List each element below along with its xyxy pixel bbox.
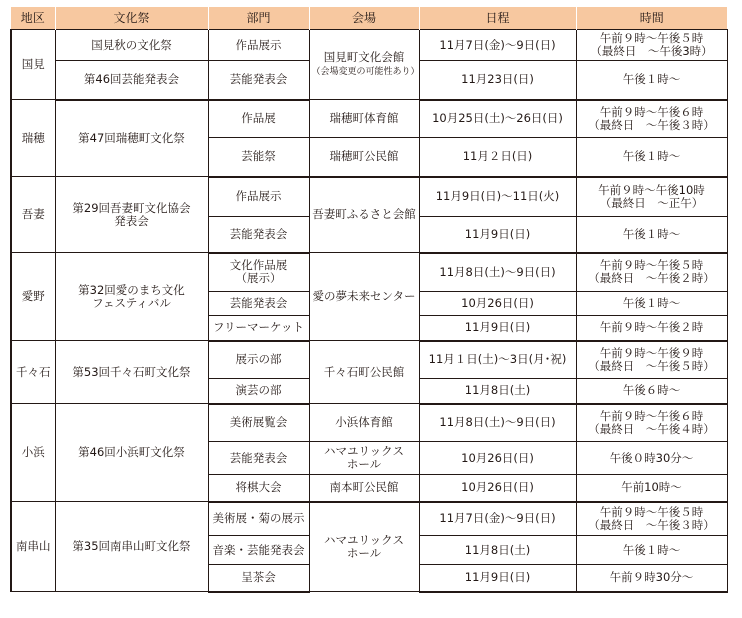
date-cell: 11月9日(日)～11日(火) <box>419 177 576 217</box>
date-cell: 11月9日(日) <box>419 316 576 341</box>
department-cell: 呈茶会 <box>208 565 309 592</box>
festival-cell: 第46回芸能発表会 <box>55 61 208 100</box>
department-cell: フリーマーケット <box>208 316 309 341</box>
festival-cell: 国見秋の文化祭 <box>55 30 208 61</box>
time-cell: 午前９時～午後６時 （最終日 ～午後３時） <box>576 100 727 138</box>
time-cell: 午後１時～ <box>576 138 727 177</box>
venue-name: 国見町文化会館 <box>323 49 405 64</box>
date-cell: 10月25日(土)～26日(日) <box>419 100 576 138</box>
festival-cell: 第35回南串山町文化祭 <box>55 502 208 592</box>
date-cell: 11月7日(金)～9日(日) <box>419 502 576 536</box>
venue-note: （会場変更の可能性あり） <box>311 66 420 77</box>
festival-schedule-table <box>10 7 728 593</box>
department-cell: 演芸の部 <box>208 379 309 404</box>
venue-cell: 吾妻町ふるさと会館 <box>309 177 419 253</box>
header-department: 部門 <box>208 7 309 30</box>
festival-cell: 第32回愛のまち文化 フェスティバル <box>55 253 208 341</box>
table-row <box>11 177 727 217</box>
venue-cell <box>309 30 419 100</box>
department-cell: 展示の部 <box>208 341 309 379</box>
district-cell: 国見 <box>11 30 55 100</box>
department-cell: 作品展示 <box>208 177 309 217</box>
header-row <box>11 7 727 30</box>
department-cell: 作品展 <box>208 100 309 138</box>
time-cell: 午前９時～午後６時 （最終日 ～午後４時） <box>576 404 727 442</box>
header-venue: 会場 <box>309 7 419 30</box>
date-cell: 11月7日(金)～9日(日) <box>419 30 576 61</box>
table-row <box>11 253 727 292</box>
district-cell: 小浜 <box>11 404 55 502</box>
venue-cell: ハマユリックス ホール <box>309 502 419 592</box>
district-cell: 愛野 <box>11 253 55 341</box>
table-row <box>11 341 727 379</box>
venue-cell: 瑞穂町体育館 <box>309 100 419 138</box>
time-cell: 午前９時～午後10時 （最終日 ～正午） <box>576 177 727 217</box>
district-cell: 吾妻 <box>11 177 55 253</box>
time-cell: 午前９時～午後９時 （最終日 ～午後５時） <box>576 341 727 379</box>
department-cell: 美術展覧会 <box>208 404 309 442</box>
header-time: 時間 <box>576 7 727 30</box>
time-cell: 午後１時～ <box>576 292 727 316</box>
date-cell: 11月8日(土)～9日(日) <box>419 404 576 442</box>
venue-cell: ハマユリックス ホール <box>309 442 419 475</box>
festival-cell: 第46回小浜町文化祭 <box>55 404 208 502</box>
time-cell: 午後１時～ <box>576 61 727 100</box>
district-cell: 南串山 <box>11 502 55 592</box>
venue-cell: 小浜体育館 <box>309 404 419 442</box>
date-cell: 11月8日(土)～9日(日) <box>419 253 576 292</box>
festival-cell: 第29回吾妻町文化協会 発表会 <box>55 177 208 253</box>
department-cell: 美術展・菊の展示 <box>208 502 309 536</box>
department-cell: 芸能祭 <box>208 138 309 177</box>
venue-cell: 瑞穂町公民館 <box>309 138 419 177</box>
date-cell: 11月１日(土)～3日(月･祝) <box>419 341 576 379</box>
header-date: 日程 <box>419 7 576 30</box>
date-cell: 11月8日(土) <box>419 536 576 565</box>
department-cell: 芸能発表会 <box>208 292 309 316</box>
header-festival: 文化祭 <box>55 7 208 30</box>
time-cell: 午前９時～午後５時 （最終日 ～午後3時） <box>576 30 727 61</box>
department-cell: 作品展示 <box>208 30 309 61</box>
date-cell: 10月26日(日) <box>419 442 576 475</box>
venue-cell: 千々石町公民館 <box>309 341 419 404</box>
district-cell: 千々石 <box>11 341 55 404</box>
department-cell: 文化作品展 （展示） <box>208 253 309 292</box>
time-cell: 午前９時30分～ <box>576 565 727 592</box>
date-cell: 11月9日(日) <box>419 217 576 253</box>
time-cell: 午後６時～ <box>576 379 727 404</box>
table-row <box>11 502 727 536</box>
table-row <box>11 404 727 442</box>
date-cell: 11月２日(日) <box>419 138 576 177</box>
department-cell: 芸能発表会 <box>208 61 309 100</box>
department-cell: 音楽・芸能発表会 <box>208 536 309 565</box>
time-cell: 午後１時～ <box>576 536 727 565</box>
district-cell: 瑞穂 <box>11 100 55 177</box>
time-cell: 午後０時30分～ <box>576 442 727 475</box>
time-cell: 午前９時～午後５時 （最終日 ～午後３時） <box>576 502 727 536</box>
date-cell: 10月26日(日) <box>419 475 576 502</box>
table-row <box>11 100 727 138</box>
date-cell: 11月9日(日) <box>419 565 576 592</box>
table-row <box>11 30 727 61</box>
date-cell: 11月8日(土) <box>419 379 576 404</box>
festival-cell: 第53回千々石町文化祭 <box>55 341 208 404</box>
time-cell: 午前９時～午後５時 （最終日 ～午後２時） <box>576 253 727 292</box>
venue-cell: 愛の夢未来センター <box>309 253 419 341</box>
festival-cell: 第47回瑞穂町文化祭 <box>55 100 208 177</box>
time-cell: 午前10時～ <box>576 475 727 502</box>
venue-cell: 南本町公民館 <box>309 475 419 502</box>
time-cell: 午後１時～ <box>576 217 727 253</box>
date-cell: 11月23日(日) <box>419 61 576 100</box>
time-cell: 午前９時～午後２時 <box>576 316 727 341</box>
header-district: 地区 <box>11 7 55 30</box>
date-cell: 10月26日(日) <box>419 292 576 316</box>
department-cell: 将棋大会 <box>208 475 309 502</box>
department-cell: 芸能発表会 <box>208 217 309 253</box>
department-cell: 芸能発表会 <box>208 442 309 475</box>
